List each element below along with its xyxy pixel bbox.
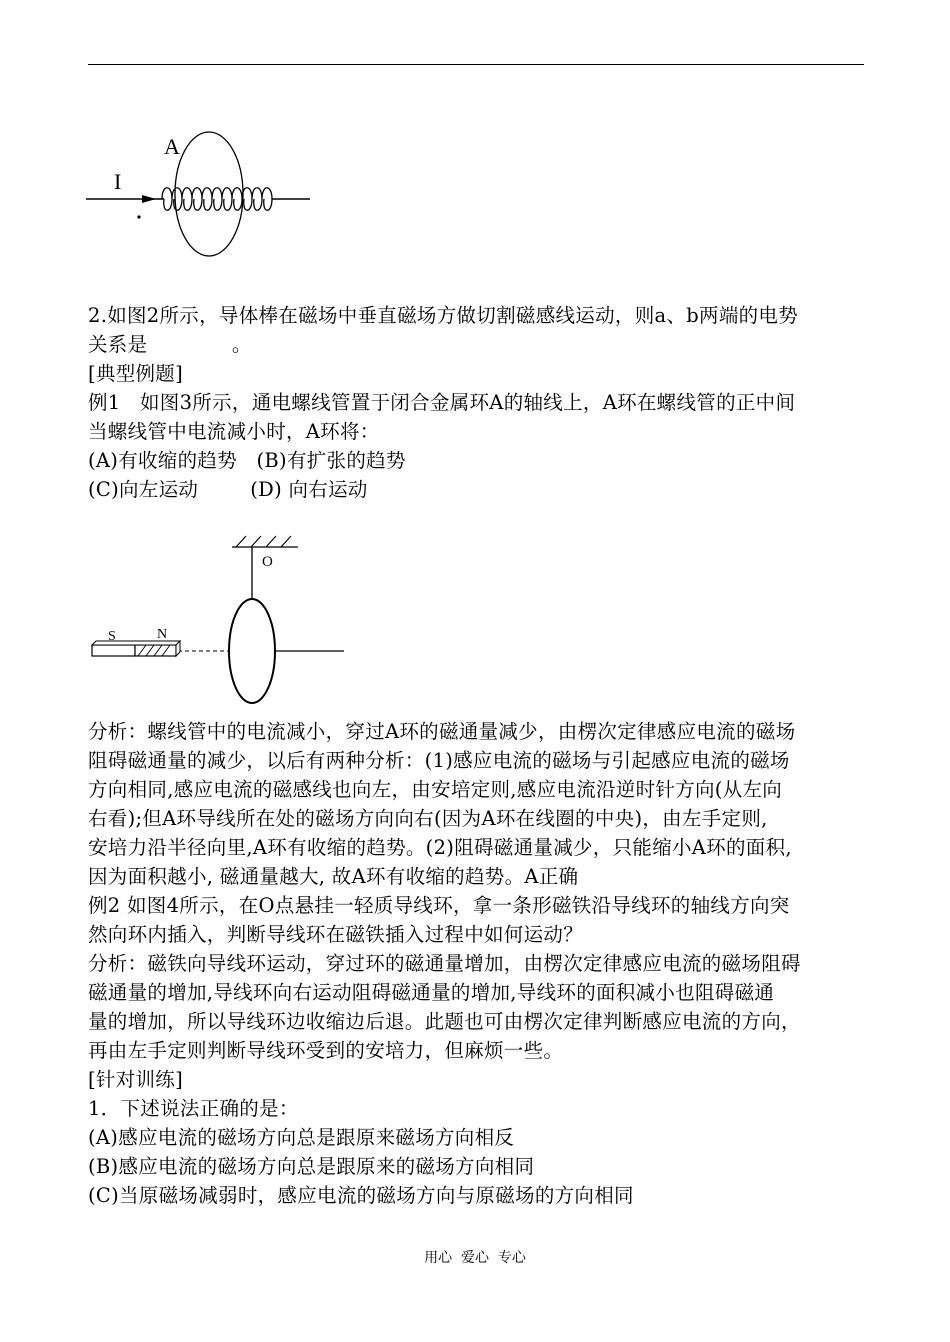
question-2-line-1: 2.如图2所示，导体棒在磁场中垂直磁场方做切割磁感线运动，则a、b两端的电势 (88, 304, 799, 327)
header-rule (88, 64, 864, 65)
analysis-2-line-3: 量的增加，所以导线环边收缩边后退。此题也可由楞次定律判断感应电流的方向， (88, 1010, 801, 1033)
label-o: O (262, 554, 273, 570)
label-s: S (108, 629, 116, 644)
example-1-line-1: 例1 如图3所示，通电螺线管置于闭合金属环A的轴线上，A环在螺线管的正中间 (88, 391, 796, 414)
label-a: A (164, 134, 180, 159)
solenoid-coil (162, 188, 272, 211)
training-1-option-b: (B)感应电流的磁场方向总是跟原来的磁场方向相同 (88, 1155, 535, 1178)
page-footer: 用心 爱心 专心 (424, 1250, 526, 1266)
analysis-1-line-1: 分析：螺线管中的电流减小，穿过A环的磁通量减少，由楞次定律感应电流的磁场 (88, 720, 796, 743)
question-2-line-2: 关系是 。 (88, 333, 252, 356)
example-1-options-2: (C)向左运动 (D) 向右运动 (88, 478, 368, 501)
figure-solenoid-ring (84, 126, 316, 262)
figure-hanging-ring-magnet (86, 526, 350, 716)
analysis-2-line-1: 分析：磁铁向导线环运动，穿过环的磁通量增加，由楞次定律感应电流的磁场阻碍 (88, 952, 801, 975)
analysis-1-line-3: 方向相同,感应电流的磁感线也向左，由安培定则,感应电流沿逆时针方向(从左向 (88, 778, 783, 801)
training-1-question: 1．下述说法正确的是： (88, 1097, 299, 1120)
current-arrow (142, 195, 156, 203)
training-1-option-c: (C)当原磁场减弱时，感应电流的磁场方向与原磁场的方向相同 (88, 1184, 634, 1207)
ceiling-hatch (236, 536, 291, 547)
section-heading-examples: [典型例题] (88, 362, 184, 385)
terminal-dot (137, 215, 140, 218)
training-1-option-a: (A)感应电流的磁场方向总是跟原来磁场方向相反 (88, 1126, 515, 1149)
example-1-line-2: 当螺线管中电流减小时，A环将： (88, 420, 380, 443)
magnet-south (92, 645, 135, 656)
section-heading-training: [针对训练] (88, 1068, 184, 1091)
conductor-ring (229, 599, 275, 703)
analysis-1-line-6: 因为面积越小, 磁通量越大, 故A环有收缩的趋势。A正确 (88, 865, 579, 888)
analysis-2-line-2: 磁通量的增加,导线环向右运动阻碍磁通量的增加,导线环的面积减小也阻碍磁通 (88, 981, 775, 1004)
analysis-1-line-5: 安培力沿半径向里,A环有收缩的趋势。(2)阻碍磁通量减少，只能缩小A环的面积, (88, 836, 792, 859)
example-1-options-1: (A)有收缩的趋势 (B)有扩张的趋势 (88, 449, 406, 472)
label-i: I (114, 169, 122, 194)
label-n: N (157, 627, 168, 642)
example-2-line-2: 然向环内插入，判断导线环在磁铁插入过程中如何运动？ (88, 923, 584, 946)
analysis-1-line-4: 右看);但A环导线所在处的磁场方向向右(因为A环在线圈的中央)，由左手定则, (88, 807, 768, 830)
analysis-2-line-4: 再由左手定则判断导线环受到的安培力，但麻烦一些。 (88, 1039, 564, 1062)
analysis-1-line-2: 阻碍磁通量的减少，以后有两种分析：(1)感应电流的磁场与引起感应电流的磁场 (88, 749, 790, 772)
example-2-line-1: 例2 如图4所示，在O点悬挂一轻质导线环，拿一条形磁铁沿导线环的轴线方向突 (88, 894, 790, 917)
